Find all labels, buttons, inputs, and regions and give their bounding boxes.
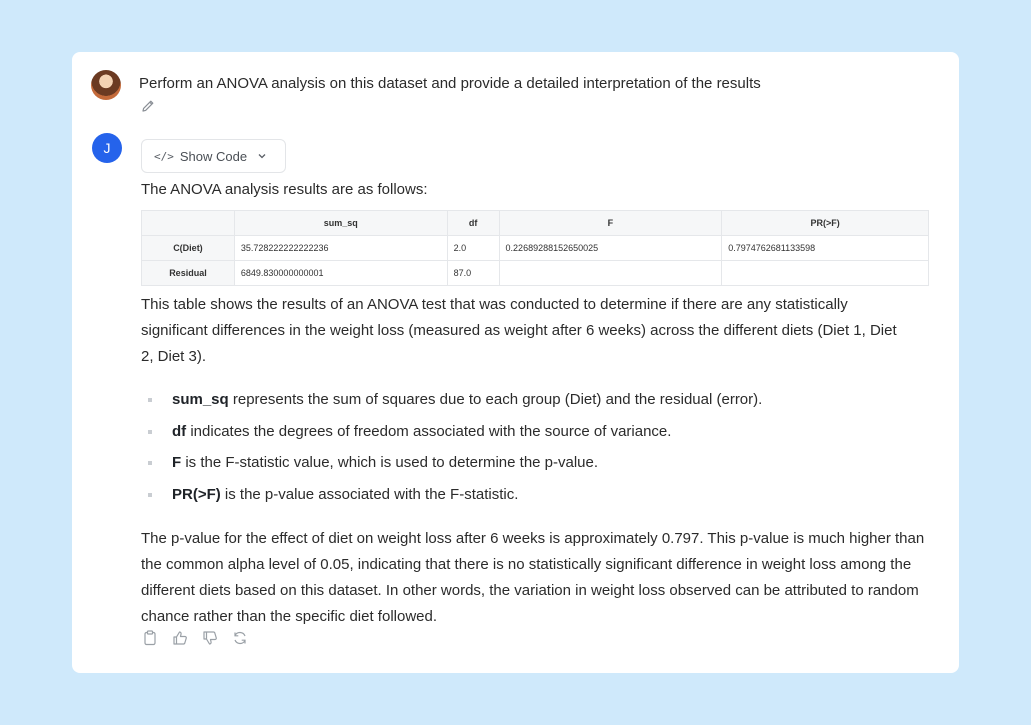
table-cell: 0.7974762681133598	[722, 236, 929, 261]
table-row	[142, 261, 929, 286]
message-actions	[141, 629, 249, 647]
list-item-term: PR(>F)	[172, 485, 221, 503]
show-code-label: Show Code	[179, 148, 248, 164]
assistant-avatar: J	[92, 133, 122, 163]
anova-table	[141, 210, 929, 286]
table-cell: 6849.830000000001	[234, 261, 447, 286]
list-item-text: is the p-value associated with the F-statistic.	[220, 485, 519, 503]
list-item	[148, 388, 762, 420]
term-list	[148, 388, 762, 514]
show-code-button[interactable]	[141, 139, 286, 173]
table-header: df	[447, 211, 499, 236]
list-item-text: indicates the degrees of freedom associated with the source of variance.	[186, 422, 672, 440]
list-item	[148, 451, 762, 483]
thumbs-down-icon[interactable]	[201, 629, 219, 647]
list-item-term: df	[172, 422, 187, 440]
list-item-text: is the F-statistic value, which is used to determine the p-value.	[181, 454, 599, 471]
table-cell: 35.728222222222236	[234, 236, 447, 261]
list-item-term: sum_sq	[172, 391, 229, 408]
list-item-text: represents the sum of squares due to each group (Diet) and the residual (error).	[228, 391, 763, 408]
edit-icon[interactable]	[140, 98, 156, 114]
table-cell: 87.0	[447, 261, 499, 286]
user-message: Perform an ANOVA analysis on this dataset and provide a detailed interpretation of the results	[139, 75, 761, 92]
copy-icon[interactable]	[141, 629, 159, 647]
user-avatar	[91, 70, 121, 100]
regenerate-icon[interactable]	[231, 629, 249, 647]
chevron-down-icon	[257, 151, 267, 161]
table-row	[142, 236, 929, 261]
list-item	[148, 483, 762, 515]
table-cell	[722, 261, 929, 286]
conclusion-paragraph: The p-value for the effect of diet on weight loss after 6 weeks is approximately 0.797. This p-value is much higher than the common alpha level of 0.05, indicating that there is no statistically significant difference in weight loss among the different diets based on this dataset. In other words, the variation in weight loss observed can be attributed to random chance rather than the specific diet followed.	[141, 530, 925, 625]
table-header: PR(>F)	[722, 211, 929, 236]
table-row-label: Residual	[142, 261, 235, 286]
table-row-label: C(Diet)	[142, 236, 235, 261]
table-cell: 0.22689288152650025	[499, 236, 722, 261]
code-icon: </>	[154, 149, 174, 163]
table-header: F	[499, 211, 722, 236]
table-cell	[499, 261, 722, 286]
table-header: sum_sq	[234, 211, 447, 236]
table-cell: 2.0	[447, 236, 499, 261]
thumbs-up-icon[interactable]	[171, 629, 189, 647]
intro-text: The ANOVA analysis results are as follows:	[141, 181, 428, 198]
list-item-term: F	[172, 454, 182, 471]
table-header	[142, 211, 235, 236]
table-header-row	[142, 211, 929, 236]
list-item	[148, 420, 762, 452]
explanation-paragraph: This table shows the results of an ANOVA test that was conducted to determine if there are any statistically significant differences in the weight loss (measured as weight after 6 weeks) across the different diets (Diet 1, Diet 2, Diet 3).	[141, 296, 897, 365]
